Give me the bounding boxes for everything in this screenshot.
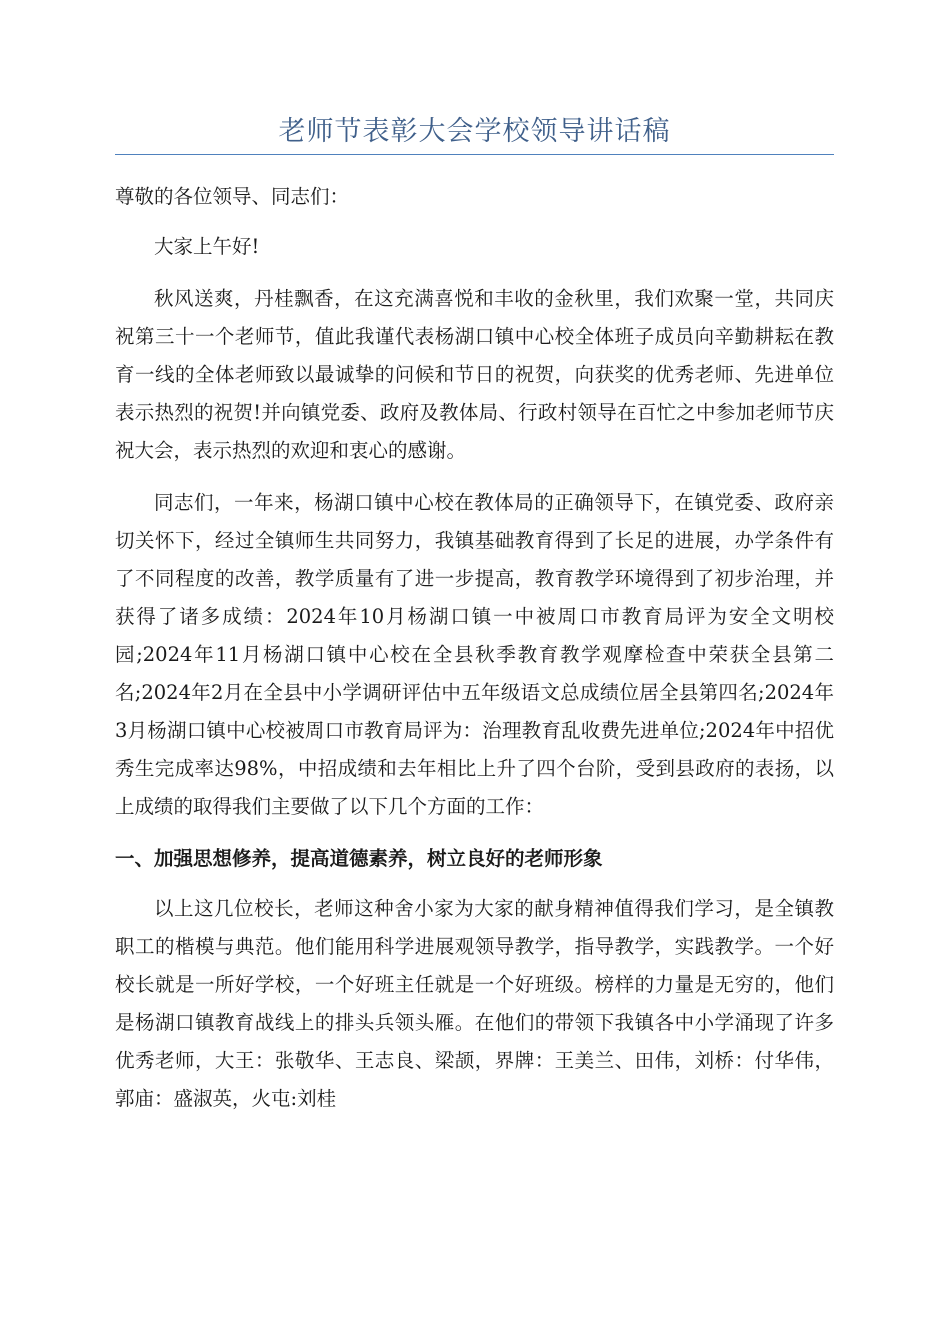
document-title: 老师节表彰大会学校领导讲话稿 xyxy=(278,116,671,147)
section-heading: 一、加强思想修养，提高道德素养，树立良好的老师形象 xyxy=(115,847,603,870)
paragraph-1: 秋风送爽，丹桂飘香，在这充满喜悦和丰收的金秋里，我们欢聚一堂，共同庆祝第三十一个老师节，值此我谨代表杨湖口镇中心校全体班子成员向辛勤耕耘在教育一线的全体老师致以最诚挚的问候和节日的祝贺，向获奖的优秀老师、先进单位表示热烈的祝贺!并向镇党委、政府及教体局、行政村领导在百忙之中参加老师节庆祝大会，表示热烈的欢迎和衷心的感谢。 xyxy=(115,287,834,462)
greeting: 大家上午好! xyxy=(154,235,260,258)
paragraph-2: 同志们，一年来，杨湖口镇中心校在教体局的正确领导下，在镇党委、政府亲切关怀下，经过全镇师生共同努力，我镇基础教育得到了长足的进展，办学条件有了不同程度的改善，教学质量有了进一步提高，教育教学环境得到了初步治理，并获得了诸多成绩：2024年10月杨湖口镇一中被周口市教育局评为安全文明校园;2024年11月杨湖口镇中心校在全县秋季教育教学观摩检查中荣获全县第二名;2024年2月在全县中小学调研评估中五年级语文总成绩位居全县第四名;2024年3月杨湖口镇中心校被周口市教育局评为：治理教育乱收费先进单位;2024年中招优秀生完成率达98%，中招成绩和去年相比上升了四个台阶，受到县政府的表扬，以上成绩的取得我们主要做了以下几个方面的工作： xyxy=(115,491,834,818)
salutation: 尊敬的各位领导、同志们： xyxy=(115,185,350,208)
document-body xyxy=(115,178,834,1118)
title-underline xyxy=(115,154,834,155)
section-paragraph: 以上这几位校长，老师这种舍小家为大家的献身精神值得我们学习，是全镇教职工的楷模与典范。他们能用科学进展观领导教学，指导教学，实践教学。一个好校长就是一所好学校，一个好班主任就是一个好班级。榜样的力量是无穷的，他们是杨湖口镇教育战线上的排头兵领头雁。在他们的带领下我镇各中小学涌现了许多优秀老师，大王：张敬华、王志良、梁颉，界牌：王美兰、田伟，刘桥：付华伟，郭庙：盛淑英，火屯:刘桂 xyxy=(115,897,834,1110)
